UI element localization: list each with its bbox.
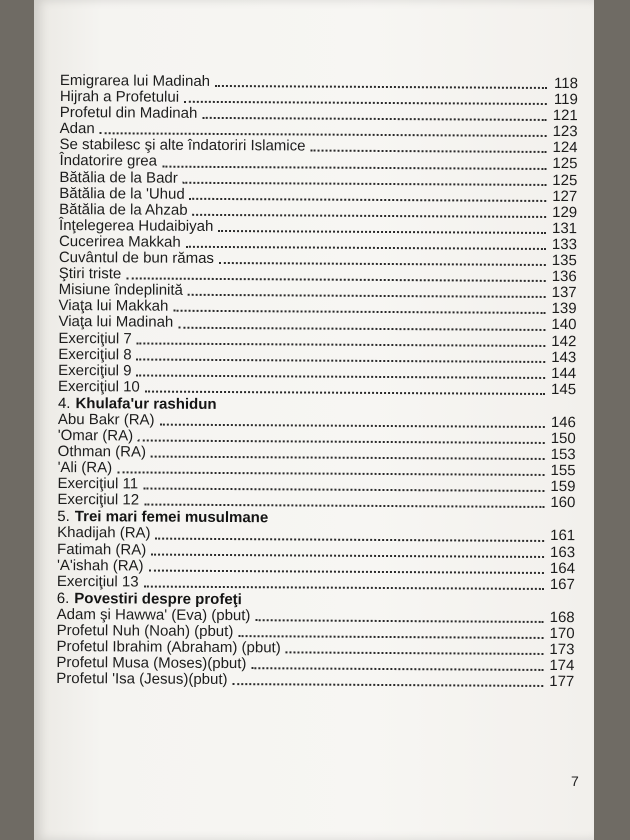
toc-entry-page: 160 xyxy=(550,494,576,512)
toc-entry-page: 161 xyxy=(550,527,576,545)
toc-entry-page: 159 xyxy=(550,478,576,496)
dot-leader xyxy=(218,230,546,234)
toc-entry xyxy=(58,314,576,333)
dot-leader xyxy=(215,85,547,89)
dot-leader xyxy=(156,537,545,541)
dot-leader xyxy=(151,456,545,460)
dot-leader xyxy=(286,651,544,655)
dot-leader xyxy=(219,262,546,266)
toc-entry-page: 174 xyxy=(549,657,575,675)
toc-entry-page: 168 xyxy=(549,608,575,626)
dot-leader xyxy=(310,150,546,153)
dot-leader xyxy=(162,165,546,169)
section-title: Trei mari femei musulmane xyxy=(74,508,269,527)
dot-leader xyxy=(255,619,543,623)
dot-leader xyxy=(138,440,545,444)
dot-leader xyxy=(183,181,547,185)
toc-entry-page: 143 xyxy=(551,348,577,366)
toc-entry-page: 153 xyxy=(550,446,576,464)
toc-entry-title: Exerciţiul 9 xyxy=(58,361,132,380)
toc-entry-page: 173 xyxy=(549,641,575,659)
toc-entry-page: 125 xyxy=(552,155,578,173)
dot-leader xyxy=(151,553,544,557)
toc-entry-title: Exerciţiul 7 xyxy=(58,329,132,347)
toc-entry-page: 170 xyxy=(549,624,575,643)
toc-entry-title: Emigrarea lui Madinah xyxy=(59,72,211,90)
toc-entry-page: 167 xyxy=(549,575,575,593)
section-number: 5. xyxy=(57,508,70,526)
page-number: 7 xyxy=(571,773,579,789)
toc-entry-title: Profetul din Madinah xyxy=(59,104,198,123)
toc-entry-title: Profetul Nuh (Noah) (pbut) xyxy=(56,621,234,640)
toc-entry-page: 121 xyxy=(552,107,578,125)
section-title: Khulafa'ur rashidun xyxy=(75,394,217,413)
dot-leader xyxy=(137,374,546,378)
toc-entry-page: 164 xyxy=(549,559,576,577)
toc-entry-page: 177 xyxy=(549,673,575,691)
toc-entry-title: Profetul Musa (Moses)(pbut) xyxy=(56,654,247,673)
toc-entry-page: 142 xyxy=(551,332,577,350)
toc-entry-title: Se stabilesc şi alte îndatoriri Islamice xyxy=(59,136,306,155)
dot-leader xyxy=(145,390,545,394)
toc-entry-title: Exerciţiul 10 xyxy=(58,377,140,396)
toc-entry-page: 136 xyxy=(551,268,577,286)
toc-entry-title: Exerciţiul 13 xyxy=(56,572,139,591)
dot-leader xyxy=(184,101,547,105)
toc-entry-page: 137 xyxy=(551,284,577,302)
dot-leader xyxy=(238,635,543,639)
dot-leader xyxy=(233,683,544,687)
dot-leader xyxy=(137,342,546,346)
toc-entry-page: 146 xyxy=(550,413,576,432)
toc-entry-title: Fatimah (RA) xyxy=(57,540,147,559)
toc-entry-title: Bătălia de la 'Uhud xyxy=(59,184,185,203)
dot-leader xyxy=(190,198,547,202)
toc-entry-page: 119 xyxy=(553,91,578,109)
toc-entry-title: Misiune îndeplinită xyxy=(58,281,183,299)
toc-entry-title: Ştiri triste xyxy=(58,265,122,283)
dot-leader xyxy=(160,424,545,428)
toc-entry-title: Khadijah (RA) xyxy=(57,524,151,542)
toc-entry-title: Adan xyxy=(59,120,95,138)
toc-entry-page: 139 xyxy=(551,300,577,318)
toc-entry-title: Îndatorire grea xyxy=(59,152,158,171)
toc-entry-page: 150 xyxy=(550,429,576,448)
toc-entry-page: 135 xyxy=(551,252,577,270)
toc-entry-title: Viaţa lui Madinah xyxy=(58,313,174,332)
toc-entry-page: 118 xyxy=(553,75,578,93)
toc-entry-page: 155 xyxy=(550,462,576,480)
toc-entry-title: Othman (RA) xyxy=(57,443,147,461)
toc-entry-title: Hijrah a Profetului xyxy=(59,88,180,106)
toc-entry-page: 127 xyxy=(552,187,578,205)
dot-leader xyxy=(173,310,545,314)
toc-entry-title: 'Omar (RA) xyxy=(57,426,134,445)
toc-entry-title: 'A'ishah (RA) xyxy=(56,556,144,575)
toc-entry-page: 144 xyxy=(551,364,577,382)
toc-entry-title: Viaţa lui Makkah xyxy=(58,297,169,315)
toc-entry-title: Cucerirea Makkah xyxy=(58,232,181,251)
toc-entry-title: Bătălia de la Ahzab xyxy=(59,200,188,219)
toc-entry-title: Bătălia de la Badr xyxy=(59,168,178,187)
toc-entry xyxy=(56,671,574,690)
book-page xyxy=(34,0,594,840)
toc-entry-page: 163 xyxy=(549,543,576,561)
toc-entry-page: 129 xyxy=(552,203,578,221)
toc-entry xyxy=(58,444,576,463)
dot-leader xyxy=(251,667,543,671)
section-number: 4. xyxy=(57,394,71,412)
section-title: Povestiri despre profeţi xyxy=(74,589,242,608)
toc-entry-title: Adam şi Hawwa' (Eva) (pbut) xyxy=(56,605,251,624)
toc-entry-title: Abu Bakr (RA) xyxy=(57,410,155,429)
toc-entry-title: Cuvântul de bun rămas xyxy=(58,249,215,267)
dot-leader xyxy=(144,585,544,589)
dot-leader xyxy=(193,214,547,218)
toc-entry xyxy=(58,412,576,431)
toc-entry-page: 123 xyxy=(552,123,578,141)
toc-entry xyxy=(59,250,577,269)
toc-entry-page: 125 xyxy=(552,171,578,189)
section-number: 6. xyxy=(56,589,70,607)
dot-leader xyxy=(186,246,546,250)
toc-entry-title: Exerciţiul 11 xyxy=(57,475,139,493)
dot-leader xyxy=(143,488,544,492)
dot-leader xyxy=(188,294,546,298)
toc-entry xyxy=(60,105,578,124)
dot-leader xyxy=(178,326,545,330)
toc-entry-page: 140 xyxy=(551,316,577,334)
toc-entry-title: Profetul 'Isa (Jesus)(pbut) xyxy=(56,670,228,689)
dot-leader xyxy=(144,504,544,508)
dot-leader xyxy=(126,278,545,283)
toc-entry-page: 131 xyxy=(551,219,578,238)
toc-entry-title: Exerciţiul 12 xyxy=(57,491,140,509)
toc-entry-page: 145 xyxy=(550,380,577,398)
dot-leader xyxy=(137,358,546,362)
toc-entry-title: Exerciţiul 8 xyxy=(58,345,132,364)
toc-entry-title: Înţelegerea Hudaibiyah xyxy=(59,216,214,235)
table-of-contents xyxy=(56,73,578,690)
dot-leader xyxy=(202,117,546,121)
toc-entry-title: Profetul Ibrahim (Abraham) (pbut) xyxy=(56,637,281,657)
dot-leader xyxy=(117,472,544,477)
toc-entry-title: 'Ali (RA) xyxy=(57,459,113,477)
toc-entry-page: 124 xyxy=(552,139,578,157)
dot-leader xyxy=(149,569,544,573)
toc-entry-page: 133 xyxy=(551,235,578,254)
